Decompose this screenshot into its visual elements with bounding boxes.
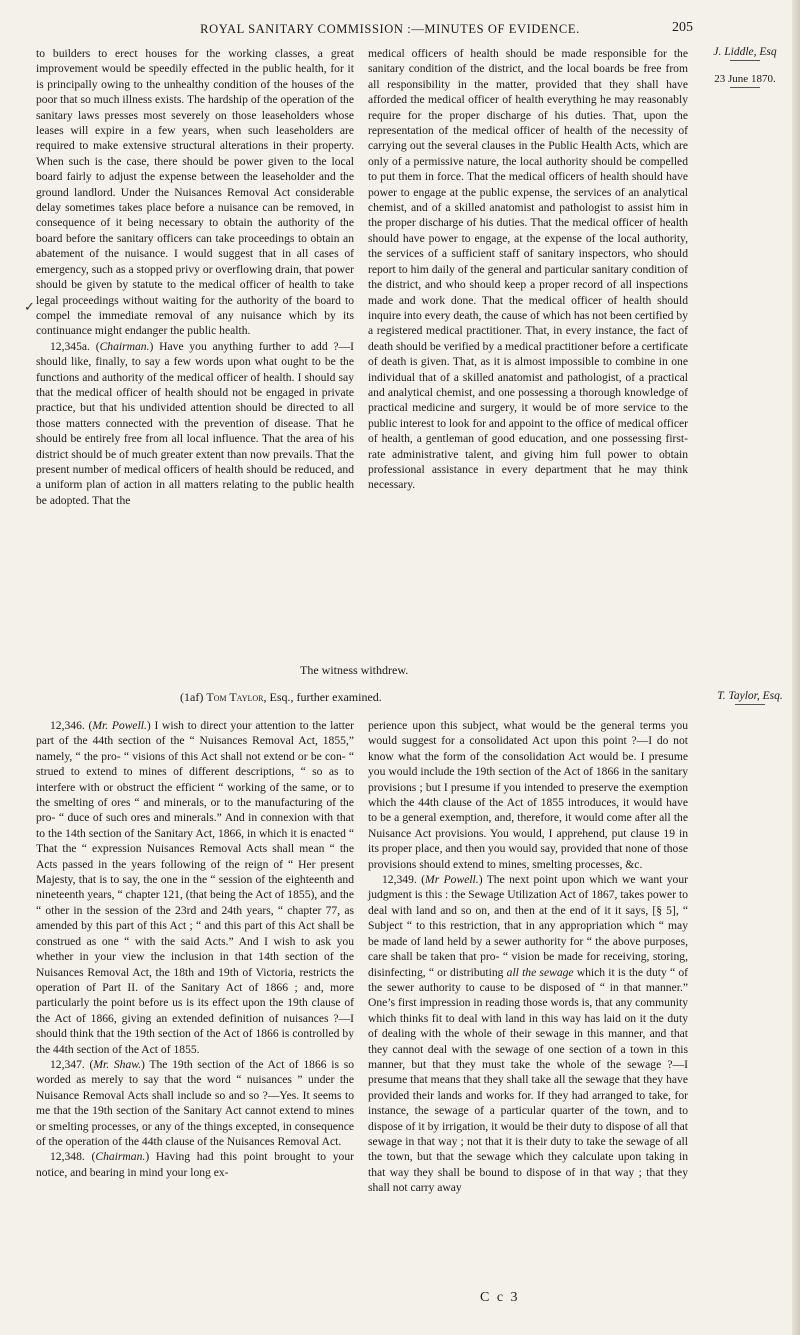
question-text: Having had this point brought to your notice, and bearing in mind your long ex-	[36, 1150, 355, 1179]
question-paragraph: 12,347. (Mr. Shaw.) The 19th section of the Act of 1866 is so worded as merely to say that the word “ nuisances ” under the Nuisance Removal Acts shall include so and so ?—Yes. It seems to me that the 19th section of the Sanitary Act cannot extend to mines or smelting processes, or any of the things excepted, in consequence of the operation of the 44th clause of the Nuisances Removal Act.	[36, 1057, 354, 1148]
speaker: Mr Powell.	[425, 873, 479, 887]
pencil-mark: ✓	[24, 300, 35, 315]
question-number: 12,349.	[382, 873, 417, 887]
question-text: The next point upon which we want your judgment is this : the Sewage Utilization Act of 1867, takes power to deal with land and so on, and then at the end of it it says, [§ 5], “ Subject “ to this restriction, that in any appropriation which “ may be made of land held by a sewer authority for “ the above purposes, care shall be taken that pro- “ vision be made for receiving, storing, disinfecting, “ or distributing	[368, 873, 689, 979]
speaker: Mr. Powell.	[92, 719, 147, 732]
question-text: I wish to direct your attention to the latter part of the 44th section of the “ Nuisances Removal Act, 1855,” namely, “ the pro- “ visions of this Act shall not extend or be con- “ strued to extend to mines of different descriptions, “ so as to interfere with or obstruct the efficient “ working of the same, or to the smelting of ores “ and minerals, or to the manufacturing of the pro- “ duce of such ores and minerals.” And in connexion with that to the 14th section of the Sanitary Act, 1866, in which it is enacted “ That the “ expression Nuisances Removal Acts shall mean “ the Acts passed in the years following of the reign of “ Her present Majesty, that is to say, the one in the “ session of the eighteenth and nineteenth years, “ chapter 121, (that being the Act of 1855), and the “ other in the session of the 23rd and 24th years, “ chapter 77, as amended by this part of this Act ; “ and this part of this Act shall be construed as one “ with the said Acts.” And I wish to ask you whether in your view the inclusion in that 14th section of the Nuisances Removal Act, the 18th and 19th of Victoria, restricts the operation of Part II. of the Sanitary Act of 1866 ; and, more particularly the point before us is its effect upon the 19th clause of the Act of 1866, giving an extended definition of nuisances ?—I should think that the 19th section of the Act of 1866 is controlled by the 44th section of the Act of 1855.	[36, 719, 355, 1056]
speaker: Chairman.	[95, 1150, 146, 1164]
margin-date: 23 June 1870.	[714, 73, 776, 85]
emphasis-text: all the sewage	[506, 965, 574, 979]
question-number: 12,346.	[50, 719, 85, 732]
signature-mark: C c 3	[480, 1290, 520, 1305]
column-right-top	[368, 46, 688, 493]
margin-rule	[730, 87, 760, 88]
exam-prefix: (1af)	[180, 690, 204, 704]
speaker: Mr. Shaw.	[93, 1057, 142, 1071]
margin-note-witness-taylor	[700, 690, 800, 707]
examination-heading	[180, 690, 382, 705]
speaker: Chairman.	[99, 339, 150, 353]
margin-rule	[735, 704, 765, 705]
page-number: 205	[672, 20, 693, 35]
running-header-title: ROYAL SANITARY COMMISSION :—MINUTES OF EVIDENCE.	[200, 22, 580, 36]
question-number: 12,348.	[50, 1150, 85, 1164]
margin-witness-name: J. Liddle, Esq	[713, 46, 777, 58]
exam-suffix: , Esq., further examined.	[263, 690, 382, 704]
column-left-bottom	[36, 718, 354, 1180]
paragraph: perience upon this subject, what would be the general terms you would suggest for a consolidated Act upon this point ?—I do not know what the form of the consolidation Act would be. I presume you would include the 19th section of the Act of 1866 in the sanitary provisions ; but I presume if you intended to preserve the exemption which the 44th clause of the Act of 1855 introduces, it would have to be a general exemption, and, therefore, it would come after all the Nuisance Act provisions. You would, I apprehend, put clause 19 in its proper place, and then you would say, provided that none of those provisions should extend to mines, smelting processes, &c.	[368, 719, 688, 871]
question-text: Have you anything further to add ?—I should like, finally, to say a few words upon what ought to be the functions and authority of the medical officer of health. I should say that the medical officer of health should not be engaged in private practice, but that his undivided attention should be directed to all those matters connected with the prevention of disease. That he should be entirely free from all local influence. That the area of his district should be of much greater extent than now prevails. That the present number of medical officers of health should be reduced, and a uniform plan of action in all matters relating to the public health be adopted. That the	[36, 339, 354, 507]
question-paragraph: 12,346. (Mr. Powell.) I wish to direct your attention to the latter part of the 44th section of the “ Nuisances Removal Act, 1855,” namely, “ the pro- “ visions of this Act shall not extend or be con- “ strued to extend to mines of different descriptions, “ so as to interfere with or obstruct the efficient “ working of the same, or to the smelting of ores “ and minerals, or to the manufacturing of the pro- “ duce of such ores and minerals.” And in connexion with that to the 14th section of the Sanitary Act, 1866, in which it is enacted “ That the “ expression Nuisances Removal Acts shall mean “ the Acts passed in the years following of the reign of “ Her present Majesty, that is to say, the one in the “ session of the eighteenth and nineteenth years, “ chapter 121, (that being the Act of 1855), and the “ other in the session of the 23rd and 24th years, “ chapter 77, as amended by this part of this Act ; “ and this part of this Act shall be construed as one “ with the said Acts.” And I wish to ask you whether in your view the inclusion in that 14th section of the Nuisances Removal Act, the 18th and 19th of Victoria, restricts the operation of Part II. of the Sanitary Act of 1866 ; and, more particularly the point before us is its effect upon the 19th clause of the Act of 1866, giving an extended definition of nuisances ?—I should think that the 19th section of the Act of 1866 is controlled by the 44th section of the Act of 1855.	[36, 719, 355, 1056]
margin-note-witness-liddle	[690, 46, 800, 90]
page-edge	[792, 0, 800, 1335]
witness-withdrew-note: The witness withdrew.	[300, 663, 409, 677]
question-number: 12,347.	[50, 1057, 85, 1071]
question-paragraph: 12,345a. (Chairman.) Have you anything further to add ?—I should like, finally, to say a few words upon what ought to be the functions and authority of the medical officer of health. I should say that the medical officer of health should not be engaged in private practice, but that his undivided attention should be directed to all those matters connected with the prevention of disease. That he should be entirely free from all local influence. That the area of his district should be of much greater extent than now prevails. That the present number of medical officers of health should be reduced, and a uniform plan of action in all matters relating to the public health be adopted. That the	[36, 339, 354, 507]
question-paragraph: 12,349. (Mr Powell.) The next point upon which we want your judgment is this : the Sewage Utilization Act of 1867, takes power to deal with land and so on, and then at the end of it it says, [§ 5], “ Subject “ to this restriction, that in any appropriation which “ may be made of land held by a sewer authority for “ the above purposes, care shall be taken that pro- “ vision be made for receiving, storing, disinfecting, “ or distributing all the sewage which it is the duty “ of the sewer authority to cause to be disposed of “ in that manner.” One’s first impression in reading those words is, that any community which thinks fit to deal with land in this way has laid on it the duty of dealing with the whole of their sewage in this manner, and that they cannot deal with the sewage of one section of a town in this manner, but that they must take the whole of the sewage ?—I presume that means that they shall take all the sewage that they have provided their lands and works for. If they had arranged to take, for instance, the sewage of a particular quarter of the town, and to dispose of it by irrigation, it would be their duty to dispose of all that sewage in that way ; not that it is their duty to take the sewage of all the town, but that the sewage which they calculate upon taking in that way they shall be bound to dispose of in that way ; that they shall not carry away	[368, 873, 689, 1195]
margin-rule	[730, 60, 760, 61]
paragraph: to builders to erect houses for the working classes, a great improvement would be speedily effected in the public health, for it is principally owing to the unhealthy condition of the houses of the poor that so much illness exists. The hardship of the operation of the sanitary laws presses most severely on those leaseholders whose leases will expire in a few years, when such leaseholders are required to make extensive structural alterations in their property. When such is the case, there should be power given to the local board fairly to adjust the expense between the leaseholder and the ground landlord. Under the Nuisances Removal Act considerable delay sometimes takes place before a nuisance can be removed, in consequence of it being necessary to obtain the authority of the board before the sanitary officers can take proceedings to obtain an abatement of the nuisance. I would suggest that in all cases of emergency, such as a stopped privy or overflowing drain, that power should be given by statute to the medical officer of health to take legal proceedings without waiting for the authority of the board to compel the immediate removal of any nuisance which by its continuance might endanger the public health.	[36, 47, 354, 338]
paragraph: medical officers of health should be made responsible for the sanitary condition of the district, and the local boards be free from all responsibility in the matter, provided that they shall have afforded the medical officer of health everything he may reasonably require for the proper discharge of his duties. That, upon the representation of the medical officer of health of the necessity of carrying out the several clauses in the Public Health Acts, which are only of a permissive nature, the local authority should be compelled to put them in force. That the medical officers of health should have power to engage at the public expense, the services of an analytical chemist, and of a skilled anatomist and pathologist to assist him in the proper discharge of his duties. That the medical officer of health should have power to engage, at the expense of the local authority, the services of a sufficient staff of sanitary inspectors, who should report to him daily of the general and particular sanitary condition of the district, and who should keep a proper record of all inspections made and work done. That the medical officer of health should inquire into every death, the cause of which has not been certified by a registered medical practitioner. That, in every instance, the fact of death should be verified by a medical practitioner before a certificate of death is given. That, as it is almost impossible to combine in one individual that of a skilled anatomist and pathologist, of a practical and analytical chemist, and one possessing a thorough knowledge of practical medicine and surgery, it would be of more service to the public interest to look for and appoint to the office of medical officer of health, a gentleman of good education, and one possessing first-rate administrative talent, and giving him full power to obtain professional assistance in every department that he may think necessary.	[368, 47, 688, 492]
question-number: 12,345a.	[50, 339, 90, 353]
question-text: The 19th section of the Act of 1866 is so worded as merely to say that the word “ nuisances ” under the Nuisance Removal Acts shall include so and so ?—Yes. It seems to me that the 19th section of the Sanitary Act cannot extend to mines or smelting processes, or any of the things excepted, in consequence of the operation of the 44th clause of the Nuisances Removal Act.	[36, 1057, 354, 1148]
question-text-cont: which it is the duty “ of the sewer authority to cause to be disposed of “ in that manner.” One’s first impression in reading those words is, that any community which thinks fit to deal with land in this way has laid on it the duty of dealing with the whole of their sewage in this manner, and that they cannot deal with the sewage of one section of a town in this manner, but that they must take the whole of the sewage ?—I presume that means that they shall take all the sewage that they have provided their lands and works for. If they had arranged to take, for instance, the sewage of a particular quarter of the town, and to dispose of it by irrigation, it would be their duty to dispose of all that sewage in that way ; not that it is their duty to take the sewage of all the town, but that the sewage which they calculate upon taking in that way they shall be bound to dispose of in that way ; that they shall not carry away	[368, 965, 688, 1195]
witness-name: Tom Taylor	[206, 690, 264, 704]
margin-witness-name: T. Taylor, Esq.	[717, 690, 783, 702]
question-paragraph: 12,348. (Chairman.) Having had this point brought to your notice, and bearing in mind your long ex-	[36, 1150, 355, 1179]
column-right-bottom	[368, 718, 688, 1196]
column-left-top	[36, 46, 354, 508]
